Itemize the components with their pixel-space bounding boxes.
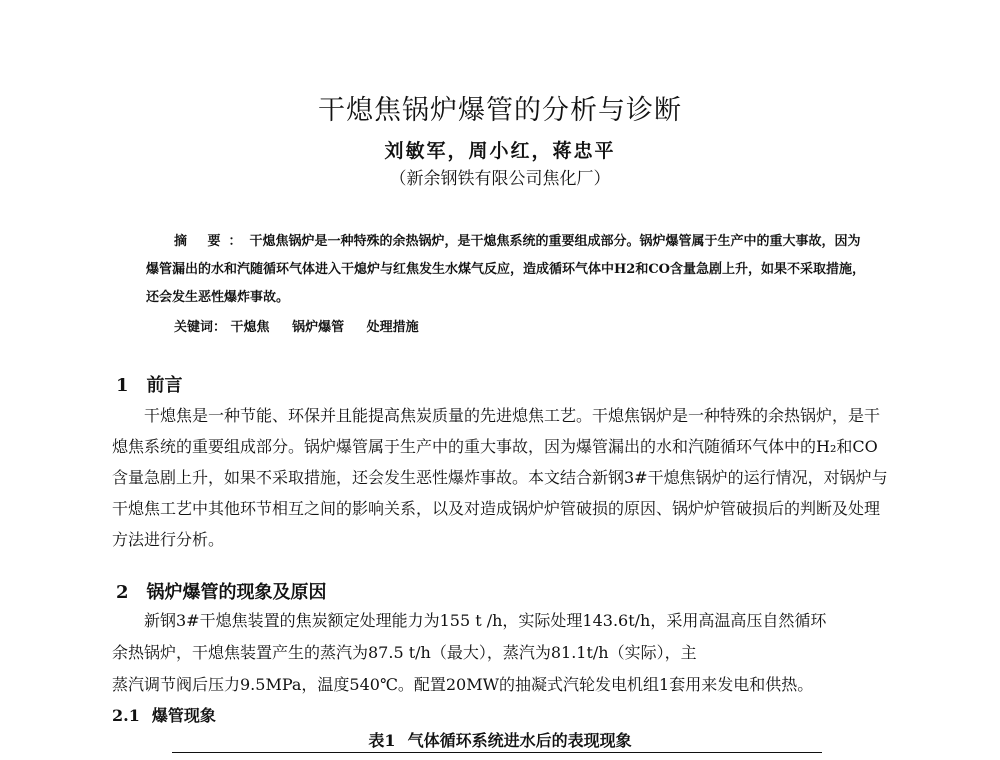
keywords [174,316,874,335]
subsection-number: 2.1 [112,706,140,725]
keyword-item: 干熄焦 [230,320,270,335]
paper-affiliation: （新余钢铁有限公司焦化厂） [389,169,611,189]
table-top-rule [172,752,822,753]
paper-title: 干熄焦锅炉爆管的分析与诊断 [318,95,682,126]
section-1-paragraph: 干熄焦是一种节能、环保并且能提高焦炭质量的先进熄焦工艺。干熄焦锅炉是一种特殊的余热锅炉，是干熄焦系统的重要组成部分。锅炉爆管属于生产中的重大事故，因为爆管漏出的水和汽随循环气体中的H₂和CO含量急剧上升，如果不采取措施，还会发生恶性爆炸事故。本文结合新钢3#干熄焦锅炉的运行情况，对锅炉与干熄焦工艺中其他环节相互之间的影响关系，以及对造成锅炉炉管破损的原因、锅炉炉管破损后的判断及处理方法进行分析。 [112,406,888,549]
keywords-label: 关键词： [174,320,227,335]
abstract-text: 干熄焦锅炉是一种特殊的余热锅炉，是干熄焦系统的重要组成部分。锅炉爆管属于生产中的重大事故，因为爆管漏出的水和汽随循环气体进入干熄炉与红焦发生水煤气反应，造成循环气体中H2和CO含量急剧上升，如果不采取措施，还会发生恶性爆炸事故。 [146,234,865,305]
table-number: 表1 [368,731,396,750]
section-number: 2 [116,582,129,603]
table-caption-text: 气体循环系统进水后的表现现象 [407,731,632,750]
abstract [146,228,866,312]
section-2-line: 余热锅炉，干熄焦装置产生的蒸汽为87.5 t/h（最大），蒸汽为81.1t/h（实际），主 [112,643,697,662]
section-2-line: 蒸汽调节阀后压力9.5MPa，温度540℃。配置20MW的抽凝式汽轮发电机组1套用来发电和供热。 [112,675,814,694]
keyword-item: 锅炉爆管 [292,320,345,335]
section-2-line: 新钢3#干熄焦装置的焦炭额定处理能力为155 t /h，实际处理143.6t/h，采用高温高压自然循环 [144,611,827,630]
section-title: 前言 [146,375,183,396]
table-caption [0,728,1000,751]
section-2-heading [116,578,327,604]
paper-authors: 刘敏军，周小红，蒋忠平 [384,140,616,162]
subsection-title: 爆管现象 [151,706,216,725]
section-1-heading [116,371,183,397]
section-title: 锅炉爆管的现象及原因 [146,582,327,603]
subsection-heading [112,703,216,726]
abstract-label: 摘 要： [174,234,250,249]
keyword-item: 处理措施 [366,320,419,335]
section-number: 1 [116,375,129,396]
